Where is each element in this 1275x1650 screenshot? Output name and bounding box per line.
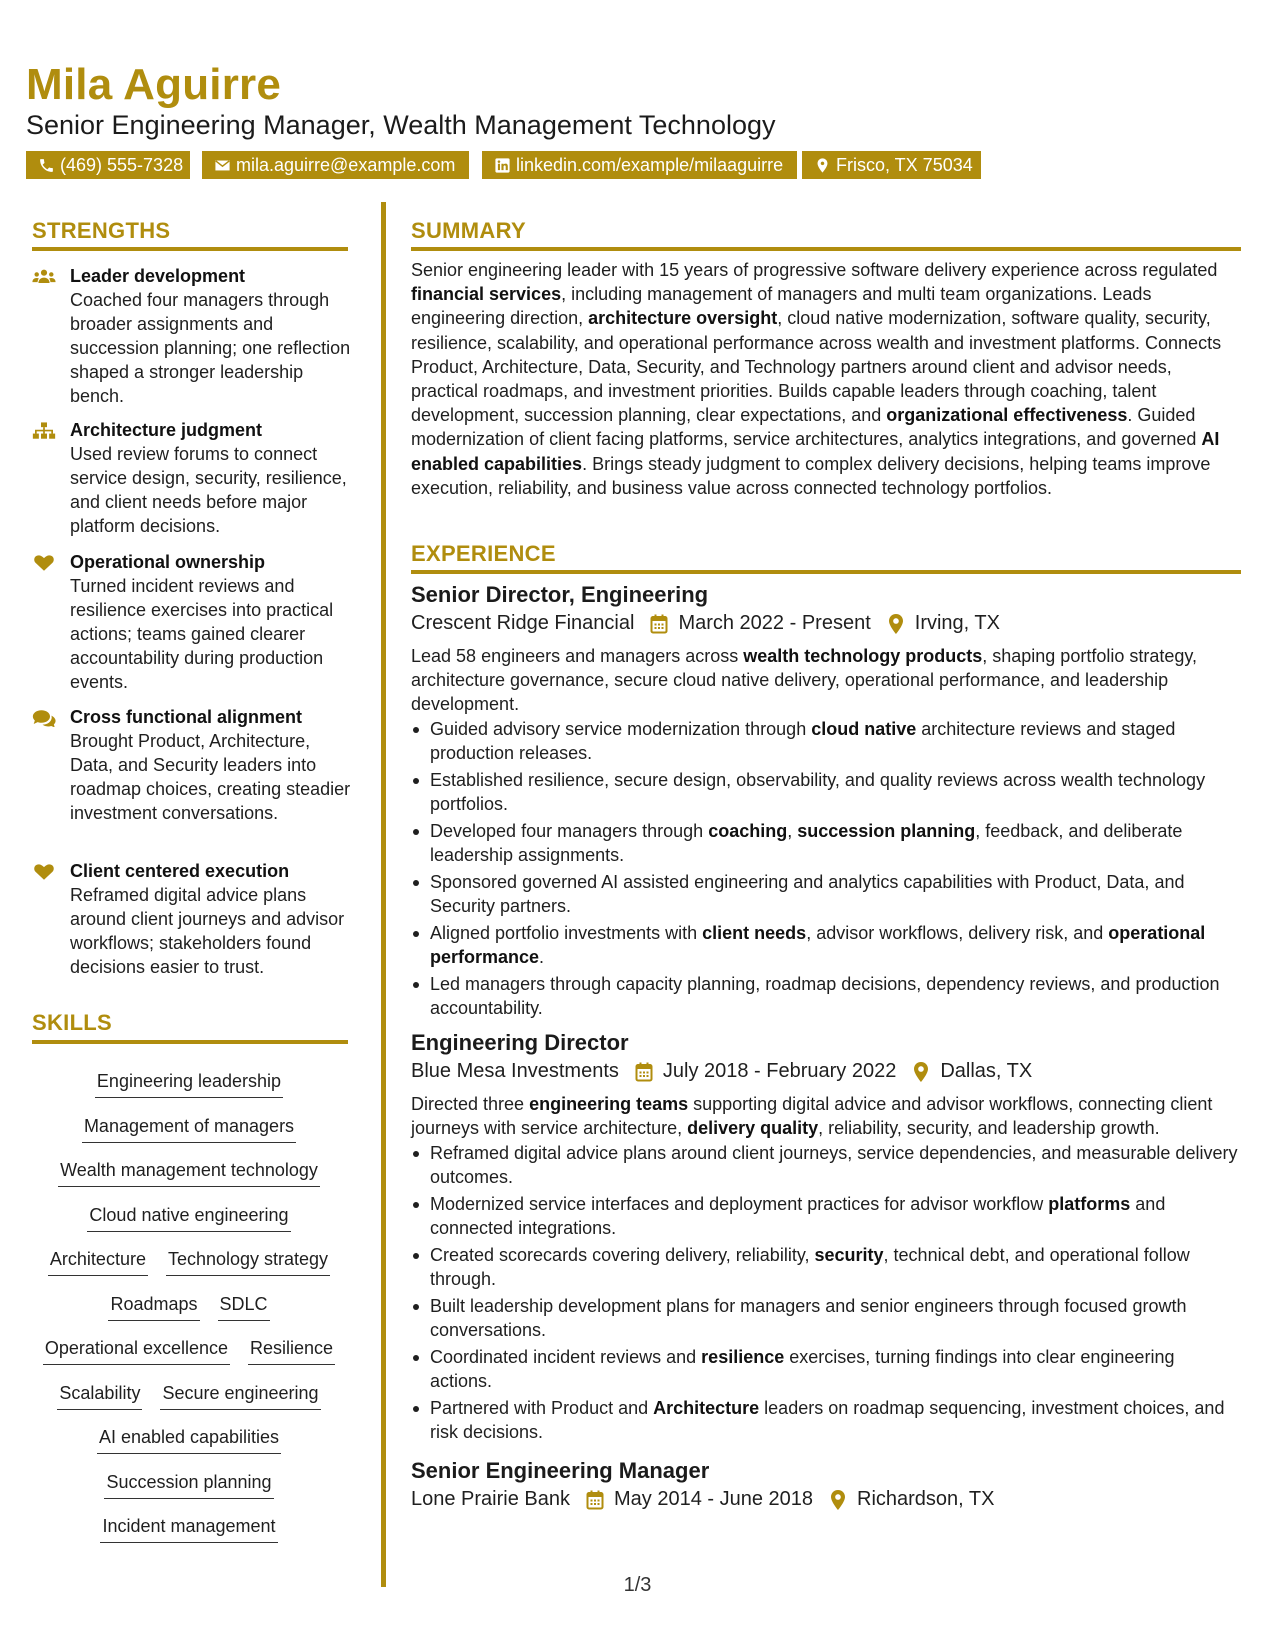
job-title: Senior Engineering Manager [411, 1458, 710, 1483]
strength-item [32, 264, 352, 408]
emphasis-text: delivery quality [687, 1118, 819, 1138]
map-pin-icon [814, 157, 831, 174]
emphasis-text: cloud native [811, 719, 917, 739]
job-dates: July 2018 - February 2022 [662, 1060, 897, 1082]
skill-row [32, 1246, 346, 1291]
emphasis-text: coaching [708, 821, 788, 841]
skill-row [32, 1291, 346, 1336]
strength-title: Client centered execution [70, 861, 290, 881]
strength-description: Reframed digital advice plans around client journeys and advisor workflows; stakeholders found decisions easier to trust. [70, 885, 345, 977]
bullet-item: Reframed digital advice plans around client journeys, service dependencies, and measurable delivery outcomes. [411, 1141, 1241, 1189]
strength-title: Leader development [70, 266, 246, 286]
summary-text: Senior engineering leader with 15 years of progressive software delivery experience across regulated financial services, including management of managers and multi team organizations. Leads engineering direction, architecture oversight, cloud native modernization, software quality, security, resilience, scalability, and operational performance across wealth and investment platforms. Connects Product, Architecture, Data, Security, and Technology partners around client and advisor needs, practical roadmaps, and investment priorities. Builds capable leaders through coaching, talent development, succession planning, clear expectations, and organizational effectiveness. Guided modernization of client facing platforms, service architectures, analytics integrations, and governed AI enabled capabilities. Brings steady judgment to complex delivery decisions, helping teams improve execution, reliability, and business value across connected technology portfolios. [411, 260, 1222, 498]
bullet-item: Created scorecards covering delivery, reliability, security, technical debt, and operational follow through. [411, 1243, 1241, 1291]
strength-title: Cross functional alignment [70, 707, 303, 727]
job-location: Dallas, TX [940, 1060, 1033, 1082]
skill-tag: Scalability [57, 1380, 142, 1410]
skill-tag: Secure engineering [160, 1380, 320, 1410]
strength-description: Turned incident reviews and resilience exercises into practical actions; teams gained clearer accountability during production events. [70, 576, 334, 692]
strength-title: Architecture judgment [70, 420, 263, 440]
skill-tag: Cloud native engineering [87, 1202, 290, 1232]
emphasis-text: succession planning [797, 821, 976, 841]
job-dates: May 2014 - June 2018 [613, 1488, 814, 1510]
map-pin-icon [912, 1062, 930, 1082]
emphasis-text: platforms [1048, 1194, 1131, 1214]
bullet-item: Developed four managers through coaching, succession planning, feedback, and deliberate leadership assignments. [411, 819, 1241, 867]
map-pin-icon [829, 1490, 847, 1510]
heart-icon [32, 863, 56, 881]
skill-tag: Wealth management technology [58, 1157, 320, 1187]
users-icon [32, 268, 56, 286]
job-company: Lone Prairie Bank [411, 1488, 570, 1510]
emphasis-text: AI enabled capabilities [411, 429, 1220, 474]
calendar-icon [635, 1062, 653, 1082]
emphasis-text: resilience [701, 1347, 785, 1367]
emphasis-text: engineering teams [529, 1094, 689, 1114]
skill-row [32, 1513, 346, 1558]
job-meta [411, 1060, 1032, 1083]
strength-item [32, 705, 352, 825]
skill-row [32, 1113, 346, 1158]
job-company: Blue Mesa Investments [411, 1060, 619, 1082]
strength-item [32, 550, 352, 694]
bullet-item: Partnered with Product and Architecture leaders on roadmap sequencing, investment choices, and risk decisions. [411, 1396, 1241, 1444]
job-intro: Directed three engineering teams supporting digital advice and advisor workflows, connecting client journeys with service architecture, delivery quality, reliability, security, and leadership growth. [411, 1094, 1213, 1138]
job-location: Irving, TX [914, 612, 1000, 634]
column-divider [381, 202, 386, 1587]
job-intro: Lead 58 engineers and managers across wealth technology products, shaping portfolio strategy, architecture governance, secure cloud native delivery, operational performance, and leadership development. [411, 646, 1198, 714]
strength-item [32, 859, 352, 979]
phone-icon [38, 157, 55, 174]
job-meta [411, 612, 1000, 635]
sitemap-icon [32, 422, 56, 440]
job-location: Richardson, TX [857, 1488, 995, 1510]
job-title: Senior Director, Engineering [411, 582, 709, 607]
job-bullets [411, 717, 1241, 1023]
location-text: Frisco, TX 75034 [836, 155, 973, 175]
heart-icon [32, 554, 56, 572]
job-title: Engineering Director [411, 1030, 629, 1055]
phone-chip[interactable] [26, 151, 190, 179]
candidate-name: Mila Aguirre [26, 60, 282, 109]
envelope-icon [214, 157, 231, 174]
bullet-item: Led managers through capacity planning, roadmap decisions, dependency reviews, and production accountability. [411, 972, 1241, 1020]
emphasis-text: client needs [702, 923, 807, 943]
strength-title: Operational ownership [70, 552, 266, 572]
skill-row [32, 1157, 346, 1202]
strengths-rule [32, 247, 348, 251]
summary-heading: SUMMARY [411, 218, 526, 243]
emphasis-text: organizational effectiveness [886, 405, 1128, 426]
skills-rule [32, 1040, 348, 1044]
job-meta [411, 1488, 995, 1511]
skill-row [32, 1335, 346, 1380]
strength-description: Coached four managers through broader assignments and succession planning; one reflection shaped a stronger leadership bench. [70, 290, 351, 406]
location-chip[interactable] [802, 151, 981, 179]
strength-description: Used review forums to connect service design, security, resilience, and client needs before major platform decisions. [70, 444, 347, 536]
bullet-item: Built leadership development plans for managers and senior engineers through focused growth conversations. [411, 1294, 1241, 1342]
phone-text: (469) 555-7328 [60, 155, 184, 175]
bullet-item: Sponsored governed AI assisted engineering and analytics capabilities with Product, Data, and Security partners. [411, 870, 1241, 918]
page-number: 1/3 [623, 1574, 652, 1596]
comments-icon [32, 709, 56, 727]
map-pin-icon [887, 614, 905, 634]
skill-tag: SDLC [218, 1291, 270, 1321]
linkedin-icon [494, 157, 511, 174]
skill-tag: Operational excellence [43, 1335, 230, 1365]
skill-tag: Engineering leadership [95, 1068, 283, 1098]
job-company: Crescent Ridge Financial [411, 612, 635, 634]
bullet-item: Coordinated incident reviews and resilience exercises, turning findings into clear engineering actions. [411, 1345, 1241, 1393]
job-dates: March 2022 - Present [678, 612, 871, 634]
skill-tag: AI enabled capabilities [97, 1424, 281, 1454]
experience-rule [411, 570, 1241, 574]
bullet-item: Guided advisory service modernization through cloud native architecture reviews and staged production releases. [411, 717, 1241, 765]
email-text: mila.aguirre@example.com [236, 155, 456, 175]
emphasis-text: operational performance [430, 923, 1206, 967]
strengths-heading: STRENGTHS [32, 218, 171, 243]
linkedin-text: linkedin.com/example/milaaguirre [516, 155, 784, 175]
emphasis-text: architecture oversight [588, 308, 778, 329]
strength-description: Brought Product, Architecture, Data, and Security leaders into roadmap choices, creating steadier investment conversations. [70, 731, 351, 823]
strength-item [32, 418, 352, 538]
bullet-item: Modernized service interfaces and deployment practices for advisor workflow platforms and connected integrations. [411, 1192, 1241, 1240]
emphasis-text: financial services [411, 284, 562, 305]
email-chip[interactable] [202, 151, 469, 179]
calendar-icon [586, 1490, 604, 1510]
skill-tag: Roadmaps [108, 1291, 199, 1321]
emphasis-text: Architecture [653, 1398, 760, 1418]
linkedin-chip[interactable] [482, 151, 797, 179]
skill-tag: Incident management [100, 1513, 277, 1543]
candidate-headline: Senior Engineering Manager, Wealth Management Technology [26, 110, 776, 140]
bullet-item: Aligned portfolio investments with client needs, advisor workflows, delivery risk, and operational performance. [411, 921, 1241, 969]
experience-heading: EXPERIENCE [411, 541, 556, 566]
summary-rule [411, 247, 1241, 251]
skill-row [32, 1202, 346, 1247]
skill-tag: Succession planning [104, 1469, 273, 1499]
skills-heading: SKILLS [32, 1010, 113, 1035]
skill-tag: Resilience [248, 1335, 335, 1365]
skill-row [32, 1380, 346, 1425]
job-bullets [411, 1141, 1241, 1447]
calendar-icon [650, 614, 668, 634]
bullet-item: Established resilience, secure design, observability, and quality reviews across wealth technology portfolios. [411, 768, 1241, 816]
skill-row [32, 1424, 346, 1469]
emphasis-text: security [814, 1245, 884, 1265]
skill-tag: Management of managers [82, 1113, 296, 1143]
skill-tag: Architecture [48, 1246, 148, 1276]
skills-list [32, 1068, 346, 1558]
skill-row [32, 1469, 346, 1514]
skill-row [32, 1068, 346, 1113]
emphasis-text: wealth technology products [743, 646, 983, 666]
skill-tag: Technology strategy [166, 1246, 330, 1276]
